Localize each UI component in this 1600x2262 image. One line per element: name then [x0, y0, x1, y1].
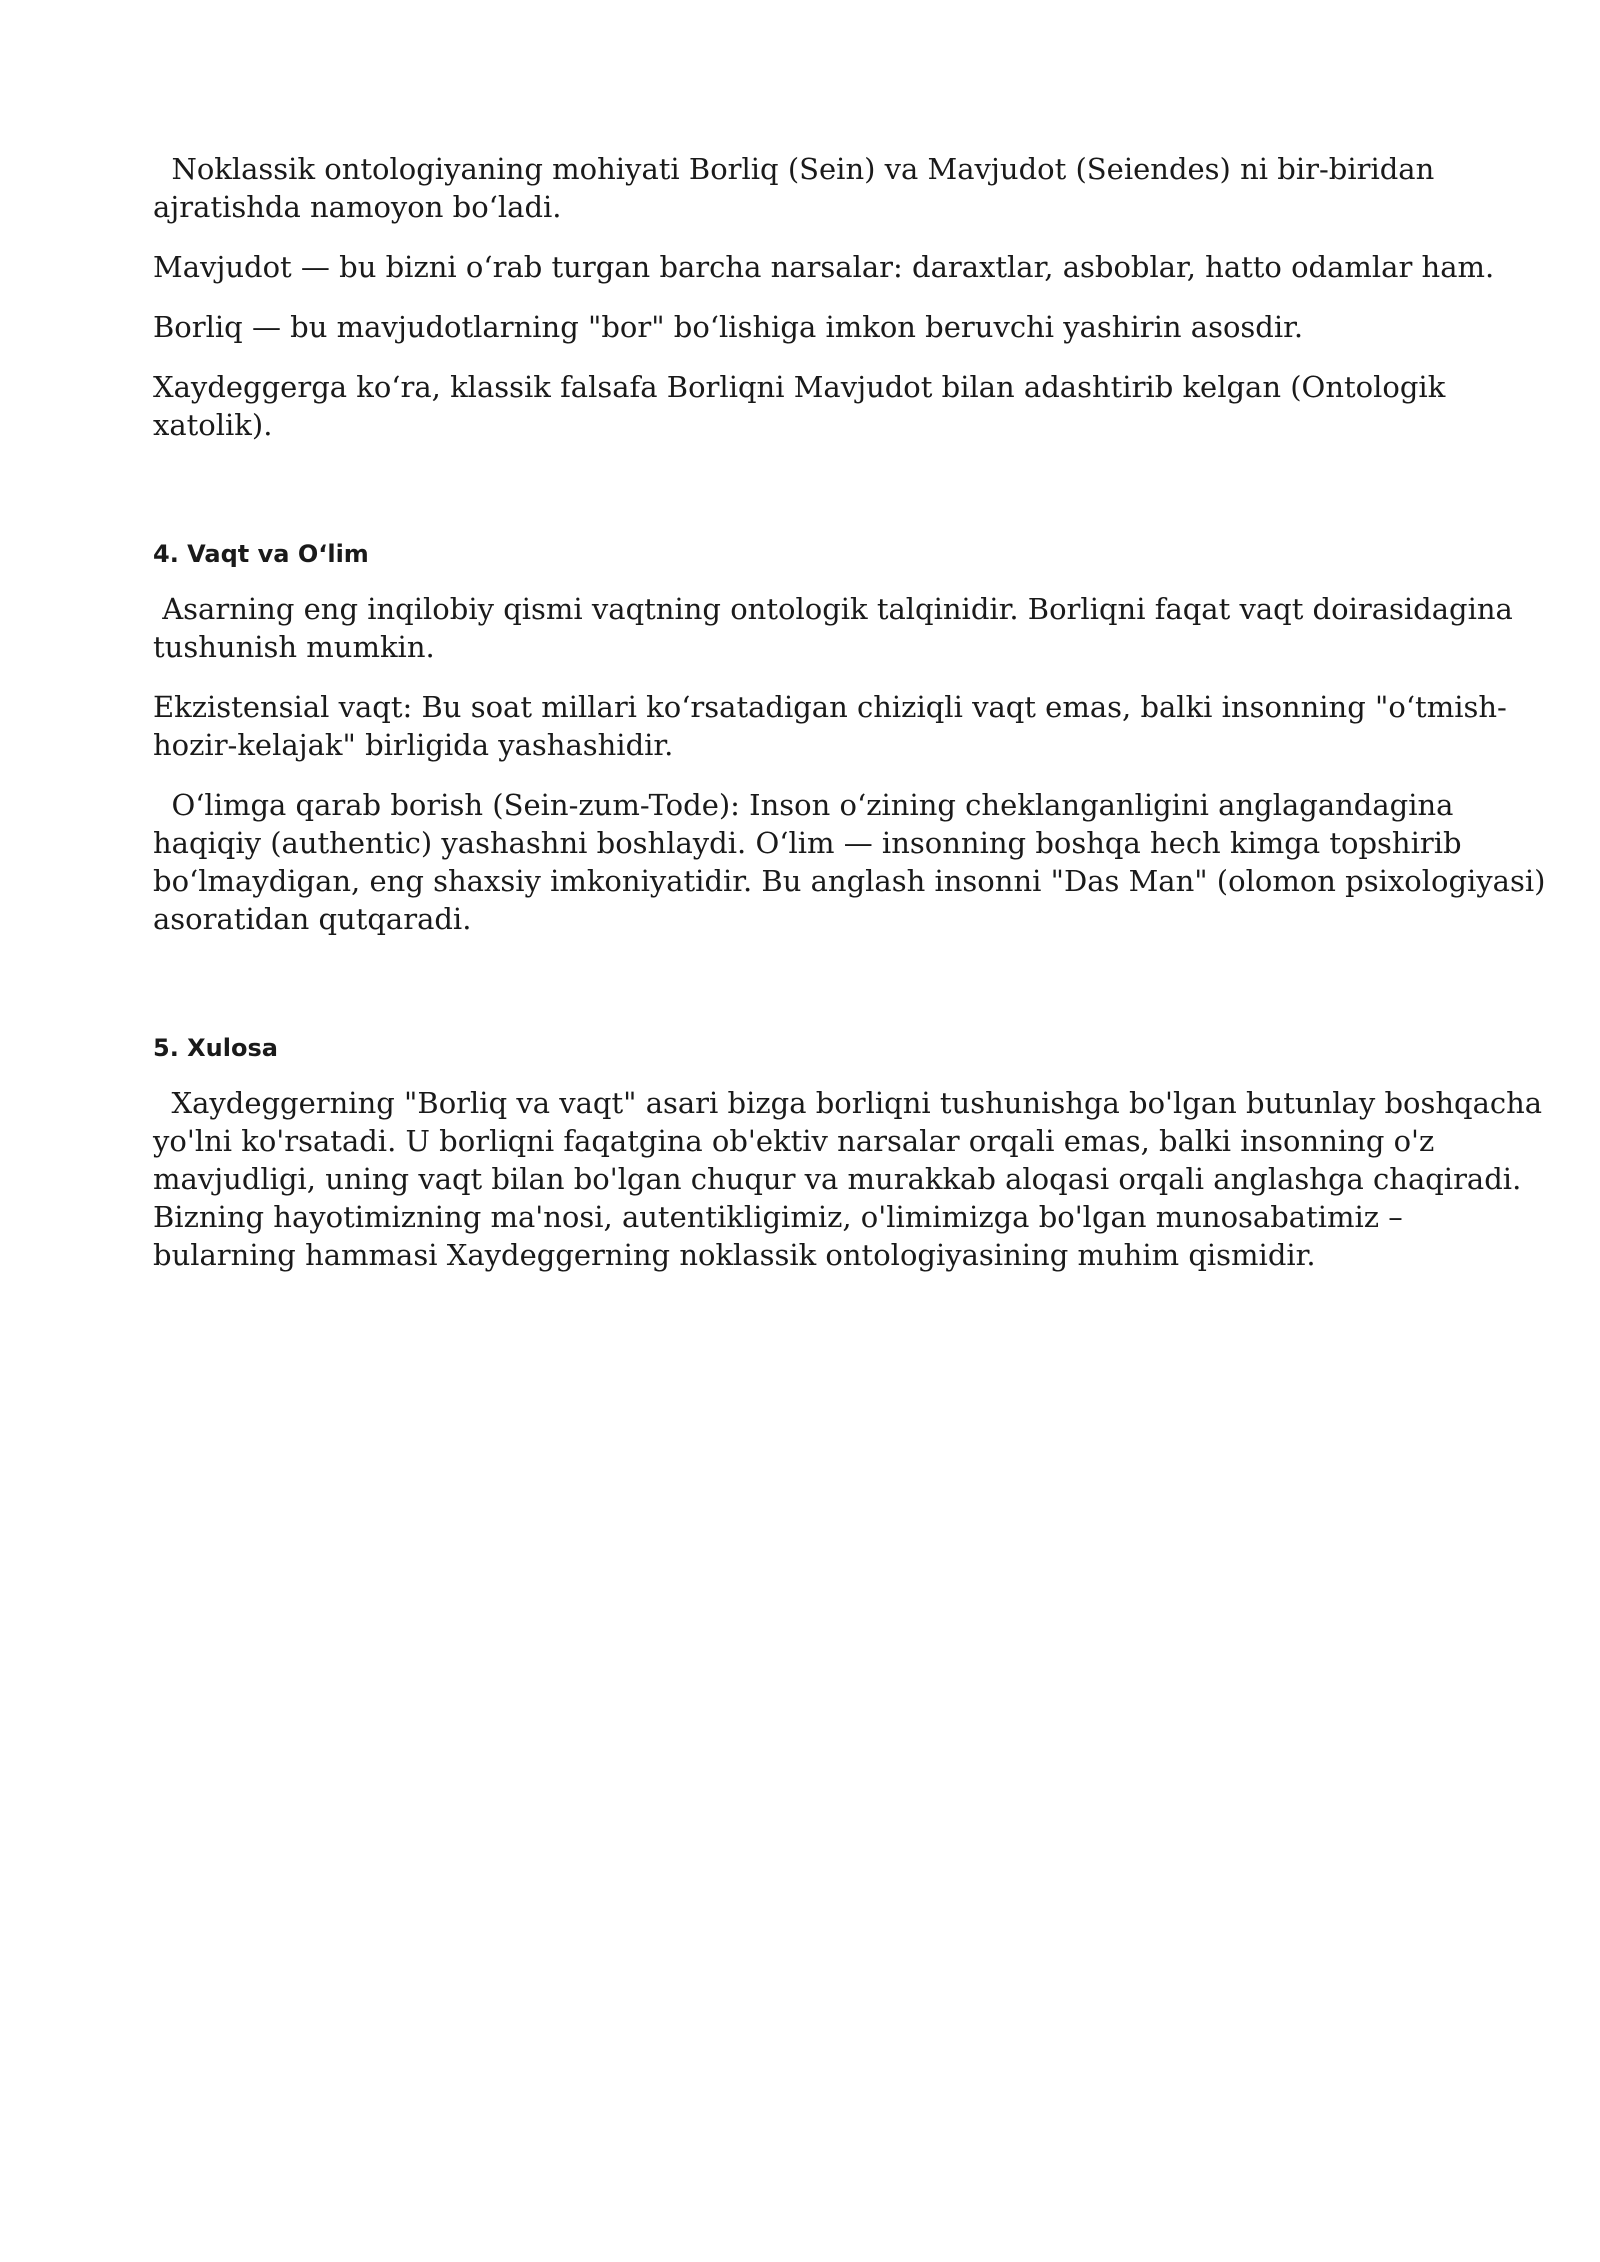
paragraph-time-interpretation: Asarning eng inqilobiy qismi vaqtning ontologik talqinidir. Borliqni faqat vaqt doirasidagina tushunish mumkin. [153, 592, 1523, 664]
section-heading-conclusion: 5. Xulosa [153, 1034, 278, 1062]
paragraph-existential-time: Ekzistensial vaqt: Bu soat millari koʻrsatadigan chiziqli vaqt emas, balki insonning "oʻtmish-hozir-kelajak" birligida yashashidir. [153, 690, 1507, 762]
paragraph-being-toward-death: Oʻlimga qarab borish (Sein-zum-Tode): Inson oʻzining cheklanganligini anglagandagina haqiqiy (authentic) yashashni boshlaydi. Oʻlim — insonning boshqa hech kimga topshirib boʻlmaydigan, eng shaxsiy imkoniyatidir. Bu anglash insonni "Das Man" (olomon psixologiyasi) asoratidan qutqaradi. [153, 788, 1555, 936]
paragraph-borliq-definition: Borliq — bu mavjudotlarning "bor" boʻlishiga imkon beruvchi yashirin asosdir. [153, 310, 1304, 344]
paragraph-conclusion: Xaydeggerning "Borliq va vaqt" asari bizga borliqni tushunishga bo'lgan butunlay boshqacha yo'lni ko'rsatadi. U borliqni faqatgina ob'ektiv narsalar orqali emas, balki insonning o'z mavjudligi, uning vaqt bilan bo'lgan chuqur va murakkab aloqasi orqali anglashga chaqiradi. Bizning hayotimizning ma'nosi, autentikligimiz, o'limimizga bo'lgan munosabatimiz – bularning hammasi Xaydeggerning noklassik ontologiyasining muhim qismidir. [153, 1086, 1552, 1272]
section-spacer [153, 960, 1553, 1032]
paragraph-mavjudot-definition: Mavjudot — bu bizni oʻrab turgan barcha narsalar: daraxtlar, asboblar, hatto odamlar ham. [153, 250, 1495, 284]
document-body [153, 150, 1553, 1296]
paragraph-ontological-error: Xaydeggerga koʻra, klassik falsafa Borliqni Mavjudot bilan adashtirib kelgan (Ontologik xatolik). [153, 370, 1455, 442]
paragraph-ontology-essence: Noklassik ontologiyaning mohiyati Borliq (Sein) va Mavjudot (Seiendes) ni bir-biridan ajratishda namoyon boʻladi. [153, 152, 1444, 224]
section-heading-time-death: 4. Vaqt va Oʻlim [153, 540, 369, 568]
section-spacer [153, 466, 1553, 538]
